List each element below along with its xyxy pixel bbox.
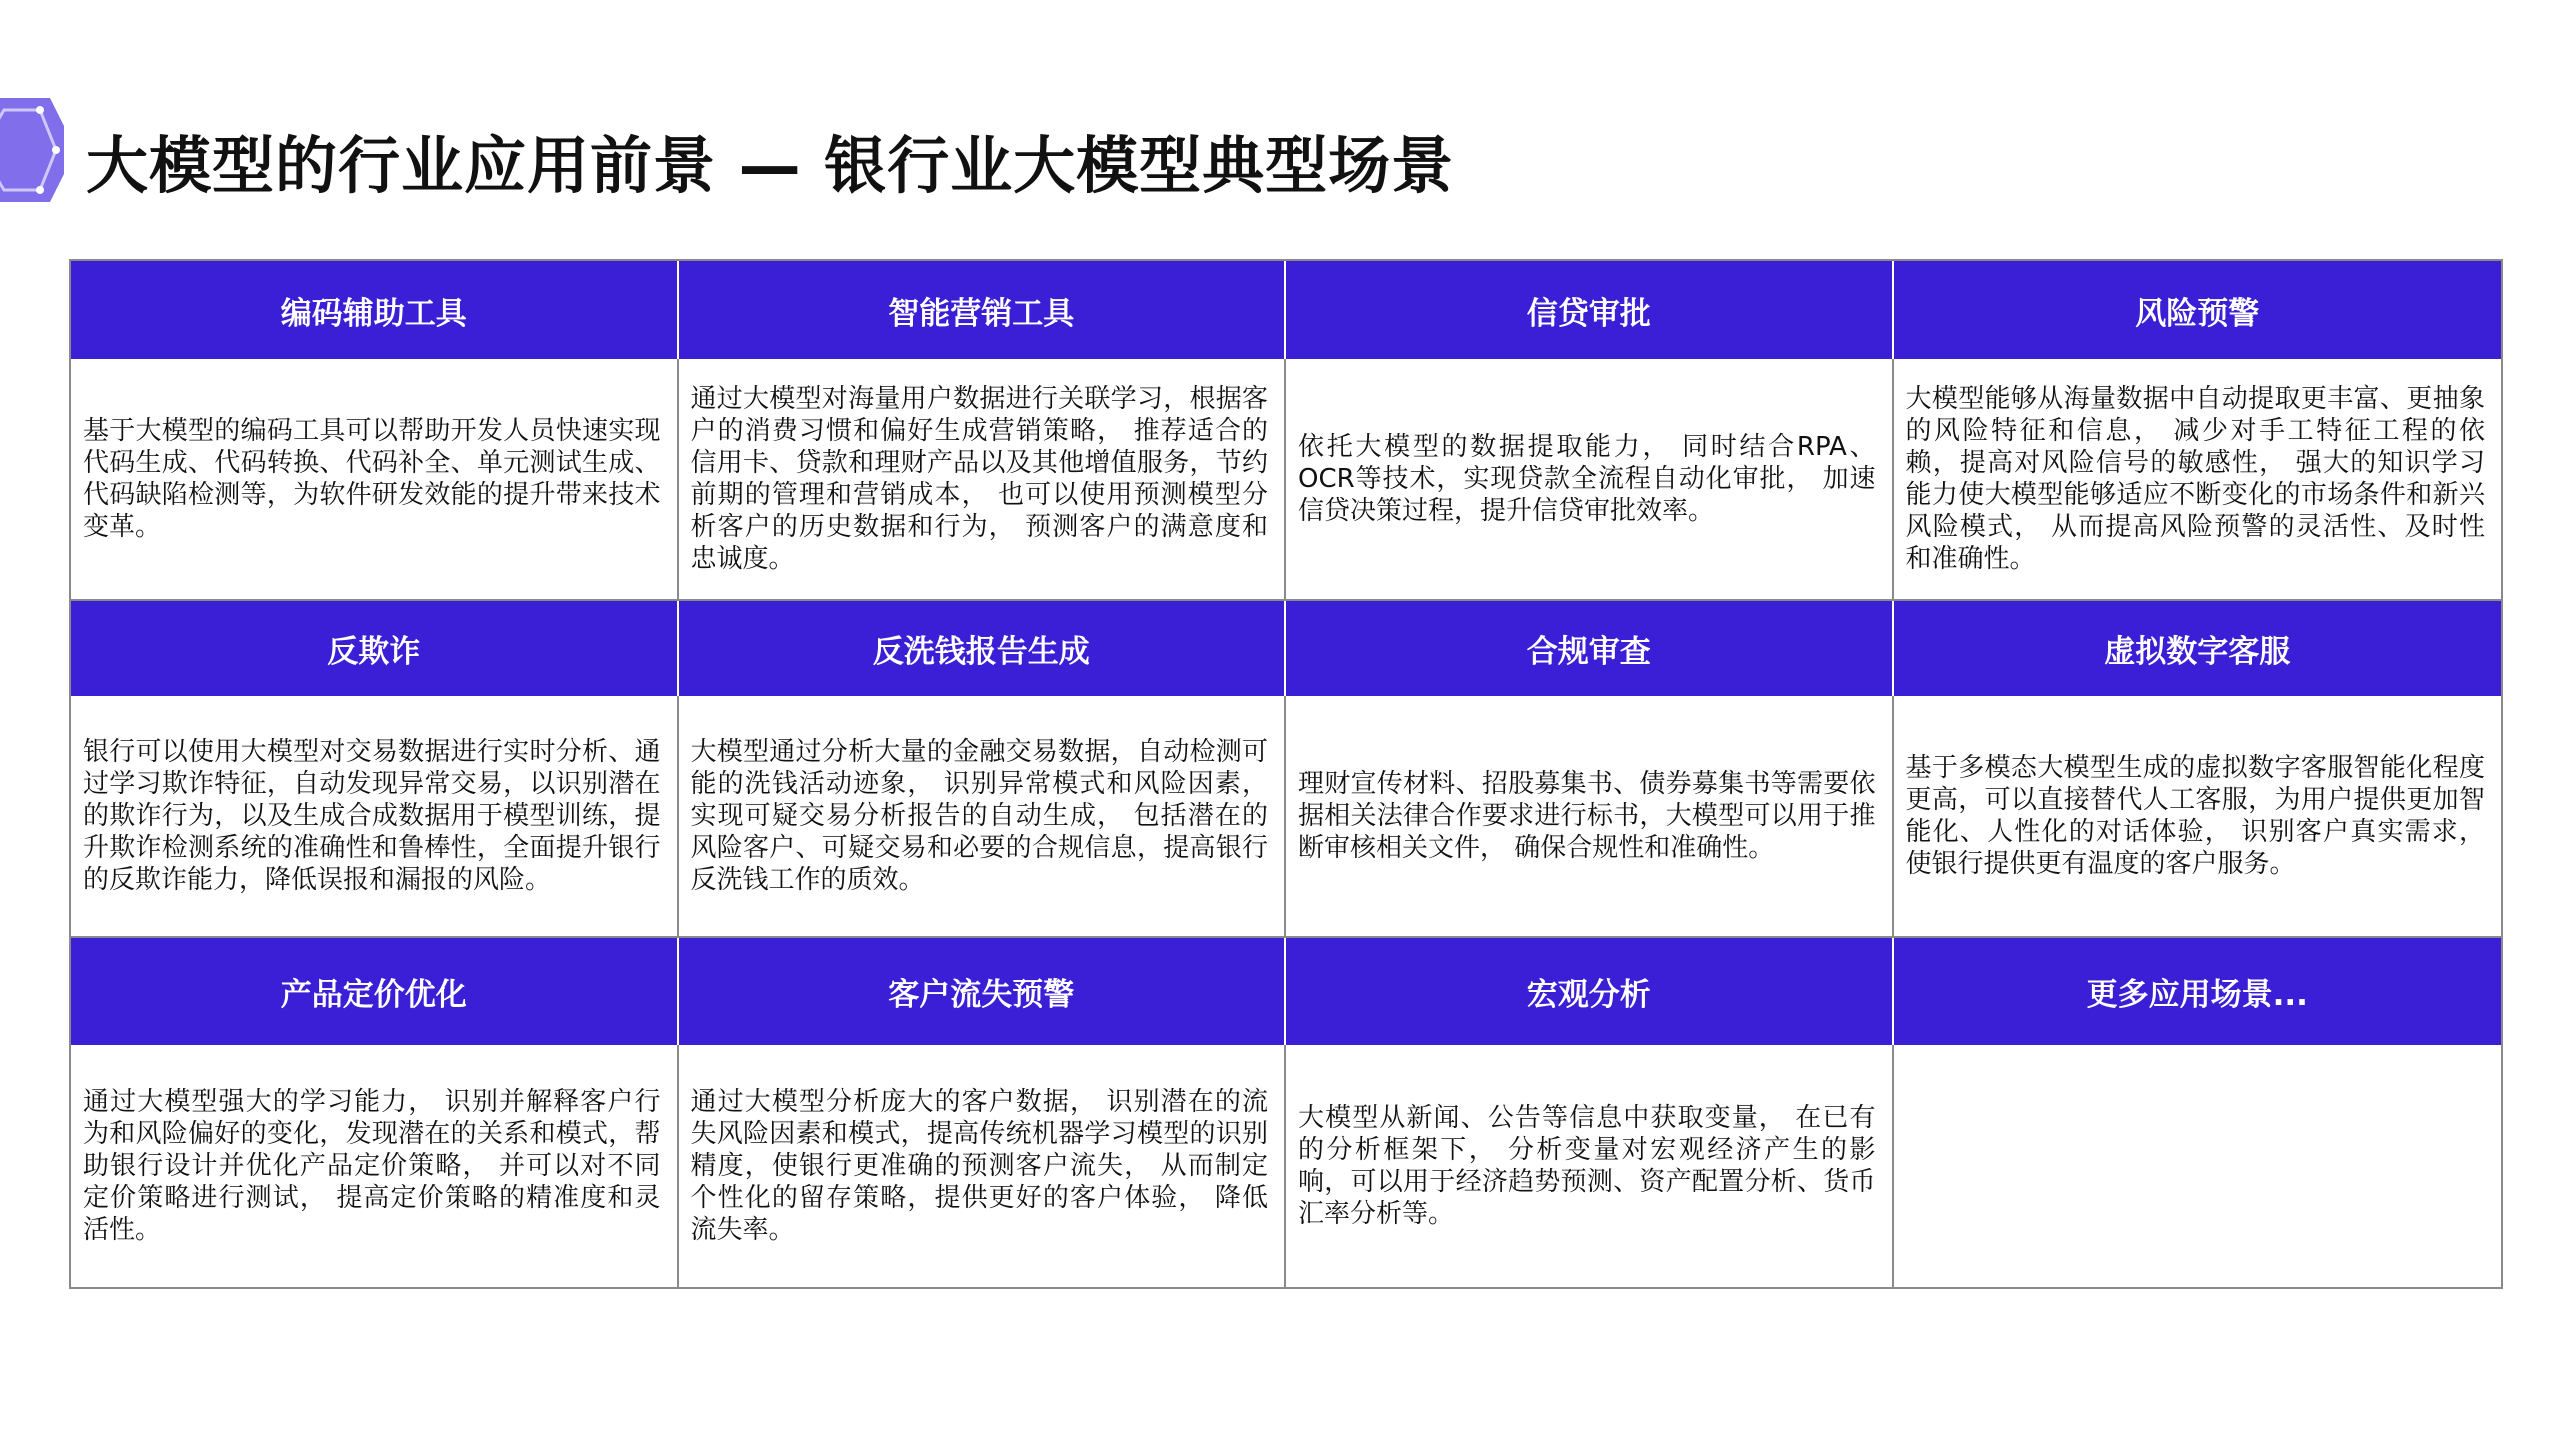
scenario-text: 通过大模型对海量用户数据进行关联学习，根据客户的消费习惯和偏好生成营销策略， 推荐适合的信用卡、贷款和理财产品以及其他增值服务，节约前期的管理和营销成本， 也可以使用预测模型分析客户的历史数据和行为， 预测客户的满意度和忠诚度。: [690, 384, 1268, 574]
scenario-header-pricing: 产品定价优化: [71, 938, 679, 1045]
scenario-text: 基于大模型的编码工具可以帮助开发人员快速实现代码生成、代码转换、代码补全、单元测试生成、代码缺陷检测等，为软件研发效能的提升带来技术变革。: [83, 416, 661, 542]
scenario-header-coding: 编码辅助工具: [71, 261, 679, 359]
page-title: 大模型的行业应用前景 — 银行业大模型典型场景: [86, 129, 1455, 202]
scenario-body-churn: [679, 1045, 1287, 1287]
scenario-body-macro: [1286, 1045, 1894, 1287]
scenario-header-virtual-service: 虚拟数字客服: [1894, 601, 2502, 696]
scenario-text: 基于多模态大模型生成的虚拟数字客服智能化程度更高，可以直接替代人工客服，为用户提供更加智能化、人性化的对话体验， 识别客户真实需求，使银行提供更有温度的客户服务。: [1905, 753, 2485, 879]
scenario-body-pricing: [71, 1045, 679, 1287]
scenario-text: 大模型通过分析大量的金融交易数据，自动检测可能的洗钱活动迹象， 识别异常模式和风险因素，实现可疑交易分析报告的自动生成， 包括潜在的风险客户、可疑交易和必要的合规信息，提高银行反洗钱工作的质效。: [690, 737, 1268, 895]
scenario-text: 银行可以使用大模型对交易数据进行实时分析、通过学习欺诈特征，自动发现异常交易，以识别潜在的欺诈行为，以及生成合成数据用于模型训练，提升欺诈检测系统的准确性和鲁棒性，全面提升银行的反欺诈能力，降低误报和漏报的风险。: [83, 737, 661, 895]
scenario-body-marketing: [679, 359, 1287, 601]
scenario-header-churn: 客户流失预警: [679, 938, 1287, 1045]
scenario-header-marketing: 智能营销工具: [679, 261, 1287, 359]
scenario-text: 大模型从新闻、公告等信息中获取变量， 在已有的分析框架下， 分析变量对宏观经济产生的影响，可以用于经济趋势预测、资产配置分析、货币汇率分析等。: [1298, 1103, 1876, 1229]
scenario-header-credit: 信贷审批: [1286, 261, 1894, 359]
scenario-header-macro: 宏观分析: [1286, 938, 1894, 1045]
hexagon-icon: [0, 70, 64, 230]
scenario-header-compliance: 合规审查: [1286, 601, 1894, 696]
scenario-text: 大模型能够从海量数据中自动提取更丰富、更抽象的风险特征和信息， 减少对手工特征工程的依赖，提高对风险信号的敏感性， 强大的知识学习能力使大模型能够适应不断变化的市场条件和新兴风险模式， 从而提高风险预警的灵活性、及时性和准确性。: [1905, 384, 2485, 574]
scenario-body-virtual-service: [1894, 696, 2502, 938]
scenario-text: 理财宣传材料、招股募集书、债券募集书等需要依据相关法律合作要求进行标书，大模型可以用于推断审核相关文件， 确保合规性和准确性。: [1298, 769, 1876, 863]
scenario-body-risk: [1894, 359, 2502, 601]
scenario-body-credit: [1286, 359, 1894, 601]
scenario-header-aml-report: 反洗钱报告生成: [679, 601, 1287, 696]
scenario-body-compliance: [1286, 696, 1894, 938]
scenario-text: 依托大模型的数据提取能力， 同时结合RPA、OCR等技术，实现贷款全流程自动化审批， 加速信贷决策过程，提升信贷审批效率。: [1298, 432, 1876, 526]
scenario-body-coding: [71, 359, 679, 601]
scenario-text: 通过大模型强大的学习能力， 识别并解释客户行为和风险偏好的变化，发现潜在的关系和模式，帮助银行设计并优化产品定价策略， 并可以对不同定价策略进行测试， 提高定价策略的精准度和灵活性。: [83, 1087, 661, 1245]
scenario-body-aml-report: [679, 696, 1287, 938]
scenario-header-risk: 风险预警: [1894, 261, 2502, 359]
scenario-table: [69, 259, 2503, 1289]
scenario-text: 通过大模型分析庞大的客户数据， 识别潜在的流失风险因素和模式，提高传统机器学习模型的识别精度，使银行更准确的预测客户流失， 从而制定个性化的留存策略，提供更好的客户体验， 降低流失率。: [690, 1087, 1268, 1245]
scenario-body-anti-fraud: [71, 696, 679, 938]
scenario-header-anti-fraud: 反欺诈: [71, 601, 679, 696]
scenario-header-more: 更多应用场景...: [1894, 938, 2502, 1045]
scenario-body-more: [1894, 1045, 2502, 1287]
